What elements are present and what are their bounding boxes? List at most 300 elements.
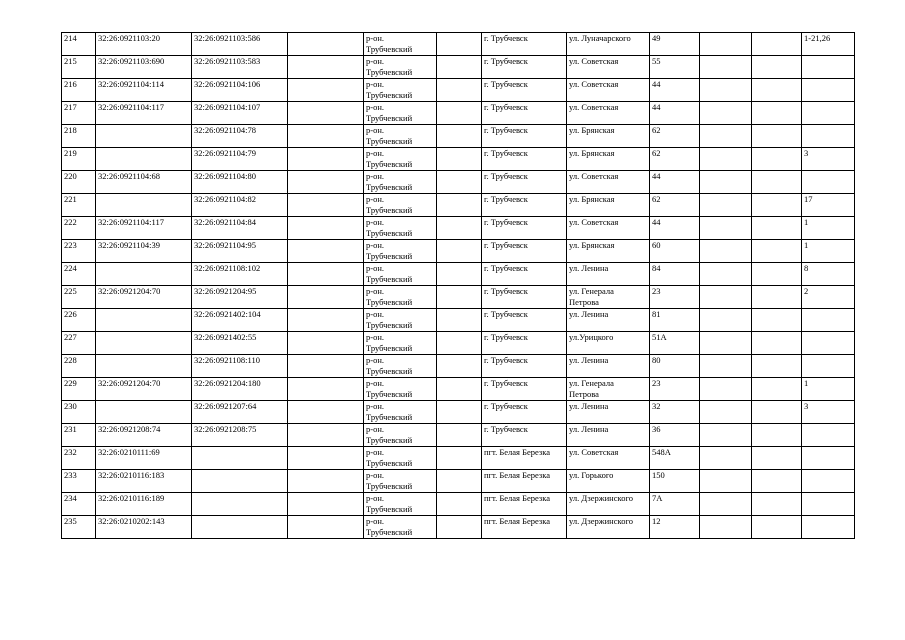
apartment-cell: 1-21,26	[802, 33, 855, 56]
house-number-cell: 51А	[650, 332, 700, 355]
empty-cell	[700, 516, 752, 539]
cell-line-1: р-он.	[366, 56, 385, 66]
settlement-cell: пгт. Белая Березка	[482, 470, 567, 493]
empty-cell	[437, 56, 482, 79]
street-cell	[567, 56, 650, 79]
cell-line-1: ул. Генерала	[569, 378, 614, 388]
cadastral-number-2-cell: 32:26:0921104:95	[192, 240, 288, 263]
cell-line-1: р-он.	[366, 332, 385, 342]
empty-cell	[700, 263, 752, 286]
row-number-cell: 234	[62, 493, 96, 516]
table-row	[62, 447, 855, 470]
row-number-cell: 235	[62, 516, 96, 539]
empty-cell	[437, 240, 482, 263]
cadastral-number-cell	[96, 125, 192, 148]
empty-cell	[700, 493, 752, 516]
cadastral-number-2-cell: 32:26:0921208:75	[192, 424, 288, 447]
empty-cell	[288, 309, 364, 332]
house-number-cell: 7А	[650, 493, 700, 516]
table-row	[62, 493, 855, 516]
district-cell	[364, 171, 437, 194]
cell-line-1: р-он.	[366, 309, 385, 319]
apartment-cell: 17	[802, 194, 855, 217]
street-cell	[567, 79, 650, 102]
district-cell	[364, 263, 437, 286]
settlement-cell: г. Трубчевск	[482, 309, 567, 332]
district-cell	[364, 401, 437, 424]
cell-line-1: р-он.	[366, 516, 385, 526]
empty-cell	[752, 424, 802, 447]
empty-cell	[437, 401, 482, 424]
empty-cell	[288, 171, 364, 194]
street-cell	[567, 217, 650, 240]
empty-cell	[288, 470, 364, 493]
settlement-cell: г. Трубчевск	[482, 378, 567, 401]
cell-line-1: р-он.	[366, 378, 385, 388]
empty-cell	[700, 102, 752, 125]
cadastral-number-2-cell: 32:26:0921103:586	[192, 33, 288, 56]
settlement-cell: г. Трубчевск	[482, 171, 567, 194]
empty-cell	[752, 332, 802, 355]
district-cell	[364, 309, 437, 332]
settlement-cell: г. Трубчевск	[482, 79, 567, 102]
settlement-cell: г. Трубчевск	[482, 355, 567, 378]
empty-cell	[752, 240, 802, 263]
table-row	[62, 194, 855, 217]
cell-line-1: р-он.	[366, 263, 385, 273]
district-cell	[364, 378, 437, 401]
apartment-cell	[802, 424, 855, 447]
street-cell	[567, 378, 650, 401]
empty-cell	[288, 516, 364, 539]
house-number-cell: 80	[650, 355, 700, 378]
cadastral-number-cell	[96, 148, 192, 171]
settlement-cell: г. Трубчевск	[482, 125, 567, 148]
empty-cell	[700, 355, 752, 378]
settlement-cell: г. Трубчевск	[482, 332, 567, 355]
cadastral-number-2-cell	[192, 447, 288, 470]
empty-cell	[752, 447, 802, 470]
apartment-cell: 3	[802, 401, 855, 424]
settlement-cell: г. Трубчевск	[482, 148, 567, 171]
apartment-cell	[802, 447, 855, 470]
apartment-cell	[802, 56, 855, 79]
empty-cell	[752, 194, 802, 217]
cell-line-2: Трубчевский	[366, 67, 413, 77]
empty-cell	[437, 447, 482, 470]
cadastral-number-cell	[96, 355, 192, 378]
cell-line-1: р-он.	[366, 102, 385, 112]
table-row	[62, 171, 855, 194]
cadastral-number-cell: 32:26:0921208:74	[96, 424, 192, 447]
table-row	[62, 240, 855, 263]
empty-cell	[288, 56, 364, 79]
empty-cell	[437, 102, 482, 125]
cell-line-1: р-он.	[366, 401, 385, 411]
district-cell	[364, 355, 437, 378]
house-number-cell: 62	[650, 194, 700, 217]
empty-cell	[752, 309, 802, 332]
cell-line-1: ул. Дзержинского	[569, 493, 633, 503]
cell-line-1: ул. Советская	[569, 447, 619, 457]
empty-cell	[288, 240, 364, 263]
cadastral-number-2-cell: 32:26:0921103:583	[192, 56, 288, 79]
empty-cell	[752, 148, 802, 171]
empty-cell	[437, 424, 482, 447]
cell-line-1: ул. Ленина	[569, 309, 609, 319]
empty-cell	[752, 401, 802, 424]
cell-line-2: Трубчевский	[366, 412, 413, 422]
row-number-cell: 218	[62, 125, 96, 148]
cell-line-1: ул. Ленина	[569, 424, 609, 434]
cadastral-number-2-cell	[192, 493, 288, 516]
empty-cell	[752, 56, 802, 79]
cadastral-number-2-cell: 32:26:0921402:55	[192, 332, 288, 355]
empty-cell	[288, 286, 364, 309]
street-cell	[567, 424, 650, 447]
empty-cell	[700, 194, 752, 217]
cell-line-1: ул. Советская	[569, 79, 619, 89]
cell-line-1: р-он.	[366, 424, 385, 434]
cell-line-2: Трубчевский	[366, 435, 413, 445]
empty-cell	[437, 470, 482, 493]
apartment-cell	[802, 309, 855, 332]
cell-line-1: р-он.	[366, 355, 385, 365]
district-cell	[364, 33, 437, 56]
house-number-cell: 84	[650, 263, 700, 286]
apartment-cell	[802, 125, 855, 148]
district-cell	[364, 102, 437, 125]
cell-line-1: ул. Генерала	[569, 286, 614, 296]
empty-cell	[700, 125, 752, 148]
house-number-cell: 44	[650, 102, 700, 125]
street-cell	[567, 33, 650, 56]
empty-cell	[437, 33, 482, 56]
empty-cell	[288, 355, 364, 378]
cell-line-2: Трубчевский	[366, 320, 413, 330]
house-number-cell: 60	[650, 240, 700, 263]
cell-line-2: Трубчевский	[366, 274, 413, 284]
house-number-cell: 150	[650, 470, 700, 493]
apartment-cell	[802, 171, 855, 194]
empty-cell	[288, 424, 364, 447]
cell-line-1: р-он.	[366, 148, 385, 158]
street-cell	[567, 125, 650, 148]
district-cell	[364, 332, 437, 355]
cadastral-number-cell: 32:26:0921204:70	[96, 286, 192, 309]
house-number-cell: 49	[650, 33, 700, 56]
cadastral-number-cell: 32:26:0921103:690	[96, 56, 192, 79]
house-number-cell: 12	[650, 516, 700, 539]
house-number-cell: 55	[650, 56, 700, 79]
cell-line-2: Трубчевский	[366, 44, 413, 54]
apartment-cell: 3	[802, 148, 855, 171]
cell-line-1: ул. Брянская	[569, 240, 615, 250]
empty-cell	[700, 332, 752, 355]
row-number-cell: 219	[62, 148, 96, 171]
empty-cell	[437, 148, 482, 171]
apartment-cell: 1	[802, 217, 855, 240]
empty-cell	[288, 79, 364, 102]
cadastral-number-2-cell: 32:26:0921104:84	[192, 217, 288, 240]
cell-line-2: Трубчевский	[366, 297, 413, 307]
house-number-cell: 62	[650, 148, 700, 171]
cell-line-1: ул. Ленина	[569, 355, 609, 365]
empty-cell	[752, 102, 802, 125]
settlement-cell: г. Трубчевск	[482, 33, 567, 56]
empty-cell	[752, 33, 802, 56]
empty-cell	[288, 493, 364, 516]
empty-cell	[288, 378, 364, 401]
street-cell	[567, 102, 650, 125]
empty-cell	[288, 447, 364, 470]
cell-line-1: ул. Брянская	[569, 148, 615, 158]
house-number-cell: 32	[650, 401, 700, 424]
cell-line-2: Трубчевский	[366, 389, 413, 399]
cell-line-2: Трубчевский	[366, 366, 413, 376]
settlement-cell: г. Трубчевск	[482, 240, 567, 263]
row-number-cell: 223	[62, 240, 96, 263]
cadastral-number-cell: 32:26:0921104:117	[96, 217, 192, 240]
cadastral-number-cell	[96, 194, 192, 217]
street-cell	[567, 332, 650, 355]
settlement-cell: г. Трубчевск	[482, 56, 567, 79]
cadastral-number-2-cell: 32:26:0921108:110	[192, 355, 288, 378]
empty-cell	[437, 516, 482, 539]
table-row	[62, 56, 855, 79]
cell-line-1: ул. Советская	[569, 102, 619, 112]
table-row	[62, 516, 855, 539]
empty-cell	[437, 125, 482, 148]
table-row	[62, 148, 855, 171]
cell-line-1: р-он.	[366, 171, 385, 181]
table-row	[62, 401, 855, 424]
cadastral-number-cell: 32:26:0210111:69	[96, 447, 192, 470]
cell-line-1: р-он.	[366, 240, 385, 250]
cell-line-1: ул. Советская	[569, 217, 619, 227]
cell-line-2: Трубчевский	[366, 205, 413, 215]
empty-cell	[700, 286, 752, 309]
row-number-cell: 233	[62, 470, 96, 493]
house-number-cell: 23	[650, 286, 700, 309]
cell-line-2: Трубчевский	[366, 182, 413, 192]
cadastral-number-cell: 32:26:0210116:183	[96, 470, 192, 493]
street-cell	[567, 263, 650, 286]
cadastral-number-cell: 32:26:0921104:114	[96, 79, 192, 102]
cadastral-number-cell: 32:26:0921103:20	[96, 33, 192, 56]
settlement-cell: пгт. Белая Березка	[482, 516, 567, 539]
cell-line-1: ул. Брянская	[569, 194, 615, 204]
empty-cell	[752, 493, 802, 516]
cell-line-2: Трубчевский	[366, 343, 413, 353]
cell-line-2: Петрова	[569, 389, 599, 399]
table-row	[62, 125, 855, 148]
table-row	[62, 424, 855, 447]
cadastral-number-cell	[96, 401, 192, 424]
empty-cell	[700, 148, 752, 171]
street-cell	[567, 493, 650, 516]
cadastral-number-cell: 32:26:0921204:70	[96, 378, 192, 401]
empty-cell	[752, 470, 802, 493]
house-number-cell: 548А	[650, 447, 700, 470]
district-cell	[364, 286, 437, 309]
empty-cell	[700, 424, 752, 447]
district-cell	[364, 424, 437, 447]
street-cell	[567, 194, 650, 217]
district-cell	[364, 79, 437, 102]
empty-cell	[752, 171, 802, 194]
street-cell	[567, 240, 650, 263]
empty-cell	[700, 33, 752, 56]
empty-cell	[752, 79, 802, 102]
house-number-cell: 81	[650, 309, 700, 332]
cell-line-2: Трубчевский	[366, 458, 413, 468]
street-cell	[567, 355, 650, 378]
table-row	[62, 355, 855, 378]
cell-line-2: Трубчевский	[366, 251, 413, 261]
cadastral-number-2-cell: 32:26:0921207:64	[192, 401, 288, 424]
cell-line-2: Трубчевский	[366, 527, 413, 537]
table-row	[62, 332, 855, 355]
empty-cell	[700, 79, 752, 102]
empty-cell	[700, 309, 752, 332]
cadastral-number-cell	[96, 263, 192, 286]
row-number-cell: 231	[62, 424, 96, 447]
empty-cell	[288, 217, 364, 240]
row-number-cell: 215	[62, 56, 96, 79]
row-number-cell: 217	[62, 102, 96, 125]
house-number-cell: 44	[650, 171, 700, 194]
cell-line-1: ул. Луначарского	[569, 33, 631, 43]
row-number-cell: 232	[62, 447, 96, 470]
cadastral-number-cell: 32:26:0921104:117	[96, 102, 192, 125]
table-row	[62, 79, 855, 102]
settlement-cell: г. Трубчевск	[482, 102, 567, 125]
table-row	[62, 33, 855, 56]
house-number-cell: 36	[650, 424, 700, 447]
row-number-cell: 220	[62, 171, 96, 194]
empty-cell	[288, 194, 364, 217]
street-cell	[567, 148, 650, 171]
table-row	[62, 378, 855, 401]
empty-cell	[288, 102, 364, 125]
district-cell	[364, 125, 437, 148]
cadastral-number-2-cell: 32:26:0921104:79	[192, 148, 288, 171]
empty-cell	[437, 263, 482, 286]
apartment-cell	[802, 470, 855, 493]
cadastral-number-cell: 32:26:0921104:39	[96, 240, 192, 263]
empty-cell	[752, 355, 802, 378]
empty-cell	[752, 125, 802, 148]
empty-cell	[437, 171, 482, 194]
cadastral-number-2-cell: 32:26:0921104:78	[192, 125, 288, 148]
empty-cell	[700, 447, 752, 470]
settlement-cell: г. Трубчевск	[482, 217, 567, 240]
row-number-cell: 226	[62, 309, 96, 332]
settlement-cell: пгт. Белая Березка	[482, 493, 567, 516]
apartment-cell: 8	[802, 263, 855, 286]
cadastral-number-2-cell	[192, 516, 288, 539]
row-number-cell: 227	[62, 332, 96, 355]
empty-cell	[700, 171, 752, 194]
row-number-cell: 222	[62, 217, 96, 240]
empty-cell	[288, 125, 364, 148]
cell-line-2: Трубчевский	[366, 113, 413, 123]
apartment-cell	[802, 79, 855, 102]
empty-cell	[288, 401, 364, 424]
cadastral-number-cell: 32:26:0210116:189	[96, 493, 192, 516]
house-number-cell: 44	[650, 217, 700, 240]
settlement-cell: г. Трубчевск	[482, 263, 567, 286]
cadastral-number-2-cell: 32:26:0921104:82	[192, 194, 288, 217]
cell-line-1: р-он.	[366, 493, 385, 503]
empty-cell	[700, 378, 752, 401]
registry-table	[61, 32, 855, 539]
empty-cell	[437, 378, 482, 401]
empty-cell	[288, 148, 364, 171]
cadastral-number-2-cell: 32:26:0921402:104	[192, 309, 288, 332]
street-cell	[567, 309, 650, 332]
cell-line-1: р-он.	[366, 79, 385, 89]
street-cell	[567, 470, 650, 493]
empty-cell	[752, 378, 802, 401]
settlement-cell: г. Трубчевск	[482, 194, 567, 217]
district-cell	[364, 470, 437, 493]
cell-line-1: ул. Горького	[569, 470, 614, 480]
cadastral-number-2-cell: 32:26:0921104:106	[192, 79, 288, 102]
empty-cell	[437, 79, 482, 102]
apartment-cell: 1	[802, 240, 855, 263]
table-row	[62, 263, 855, 286]
cadastral-number-2-cell: 32:26:0921104:107	[192, 102, 288, 125]
district-cell	[364, 516, 437, 539]
empty-cell	[437, 194, 482, 217]
cell-line-1: ул. Брянская	[569, 125, 615, 135]
apartment-cell: 2	[802, 286, 855, 309]
cell-line-1: ул.Урицкого	[569, 332, 614, 342]
district-cell	[364, 493, 437, 516]
cadastral-number-2-cell: 32:26:0921204:95	[192, 286, 288, 309]
cell-line-1: ул. Советская	[569, 56, 619, 66]
apartment-cell	[802, 516, 855, 539]
cell-line-2: Трубчевский	[366, 228, 413, 238]
house-number-cell: 44	[650, 79, 700, 102]
empty-cell	[700, 401, 752, 424]
cadastral-number-2-cell: 32:26:0921104:80	[192, 171, 288, 194]
house-number-cell: 62	[650, 125, 700, 148]
cadastral-number-cell: 32:26:0921104:68	[96, 171, 192, 194]
empty-cell	[752, 286, 802, 309]
row-number-cell: 216	[62, 79, 96, 102]
row-number-cell: 225	[62, 286, 96, 309]
cell-line-1: р-он.	[366, 286, 385, 296]
empty-cell	[437, 493, 482, 516]
settlement-cell: г. Трубчевск	[482, 401, 567, 424]
empty-cell	[288, 263, 364, 286]
street-cell	[567, 447, 650, 470]
street-cell	[567, 401, 650, 424]
empty-cell	[700, 56, 752, 79]
settlement-cell: пгт. Белая Березка	[482, 447, 567, 470]
cell-line-2: Трубчевский	[366, 504, 413, 514]
table-row	[62, 217, 855, 240]
cell-line-1: ул. Ленина	[569, 401, 609, 411]
table-row	[62, 309, 855, 332]
cell-line-1: р-он.	[366, 217, 385, 227]
empty-cell	[752, 263, 802, 286]
empty-cell	[437, 217, 482, 240]
empty-cell	[752, 217, 802, 240]
